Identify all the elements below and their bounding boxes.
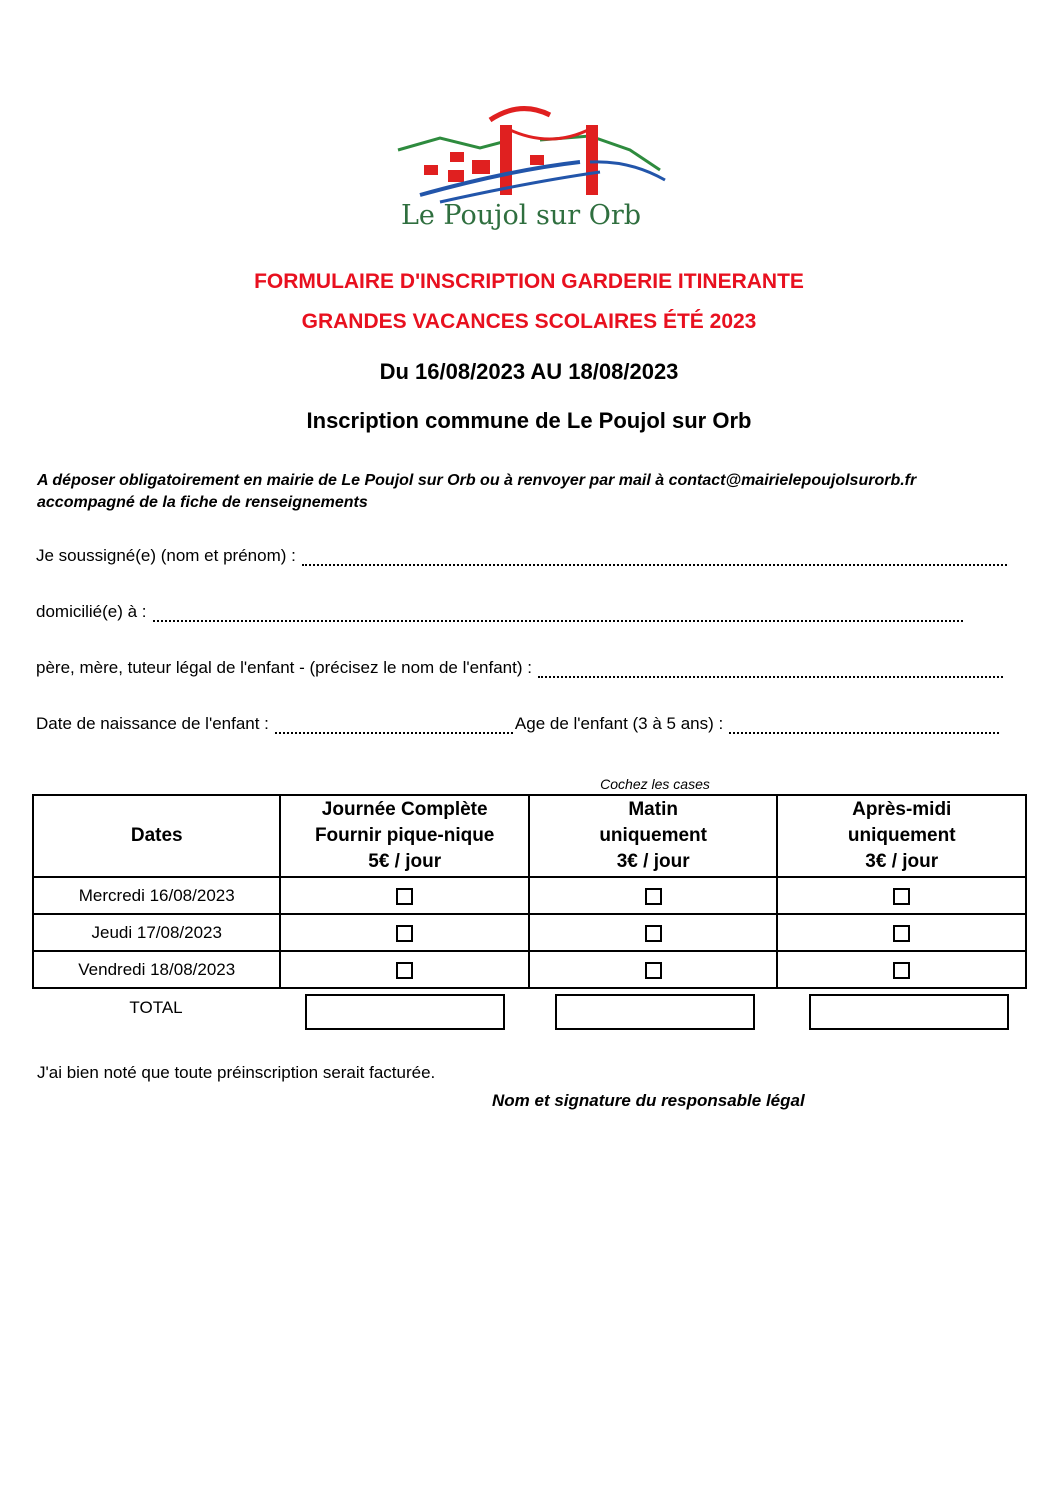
field-naissance-label: Date de naissance de l'enfant : [36,714,269,733]
billing-note: J'ai bien noté que toute préinscription serait facturée. [37,1063,436,1082]
checkbox-full-day[interactable] [396,962,413,979]
checkbox-full-day[interactable] [396,925,413,942]
logo-text: Le Poujol sur Orb [400,200,642,231]
header-full-day: Journée Complète Fournir pique-nique 5€ / jour [280,795,528,877]
commune-logo [390,100,680,250]
field-soussigne-blank[interactable] [302,548,1007,566]
field-soussigne-label: Je soussigné(e) (nom et prénom) : [36,546,296,565]
submission-notice [37,470,1037,514]
checkbox-morning[interactable] [645,962,662,979]
checkbox-morning[interactable] [645,925,662,942]
field-domicile-blank[interactable] [153,604,963,622]
table-row [33,877,1026,914]
field-parent[interactable] [36,658,1026,680]
total-morning-box[interactable] [555,994,755,1030]
field-domicile-label: domicilié(e) à : [36,602,147,621]
row-date: Mercredi 16/08/2023 [33,877,280,914]
total-label: TOTAL [129,998,183,1017]
notice-line2: accompagné de la fiche de renseignements [37,494,368,511]
checkbox-afternoon[interactable] [893,888,910,905]
table-row [33,914,1026,951]
signature-label: Nom et signature du responsable légal [492,1091,805,1110]
field-parent-blank[interactable] [538,660,1003,678]
date-range: Du 16/08/2023 AU 18/08/2023 [379,359,679,384]
checkbox-afternoon[interactable] [893,925,910,942]
row-date: Jeudi 17/08/2023 [33,914,280,951]
header-dates: Dates [33,795,280,877]
field-soussigne[interactable] [36,546,1026,568]
header-morning: Matin uniquement 3€ / jour [529,795,778,877]
field-domicile[interactable] [36,602,1026,624]
schedule-table [32,794,1027,989]
field-naissance-blank[interactable] [275,716,513,734]
checkbox-afternoon[interactable] [893,962,910,979]
total-full-day-box[interactable] [305,994,505,1030]
field-naissance-age[interactable] [36,714,1026,736]
checkbox-hint: Cochez les cases [600,776,710,792]
table-header-row [33,795,1026,877]
checkbox-morning[interactable] [645,888,662,905]
commune-subtitle: Inscription commune de Le Poujol sur Orb [306,408,752,433]
logo-illustration [390,100,680,210]
field-age-blank[interactable] [729,716,999,734]
checkbox-full-day[interactable] [396,888,413,905]
form-title-line1: FORMULAIRE D'INSCRIPTION GARDERIE ITINERANTE [254,270,804,293]
header-afternoon: Après-midi uniquement 3€ / jour [777,795,1026,877]
form-title-line2: GRANDES VACANCES SCOLAIRES ÉTÉ 2023 [301,310,757,333]
field-age-label: Age de l'enfant (3 à 5 ans) : [514,714,724,733]
notice-line1: A déposer obligatoirement en mairie de Le Poujol sur Orb ou à renvoyer par mail à contact@mairielepoujolsurorb.fr [37,472,917,489]
field-parent-label: père, mère, tuteur légal de l'enfant - (précisez le nom de l'enfant) : [36,658,532,677]
total-afternoon-box[interactable] [809,994,1009,1030]
row-date: Vendredi 18/08/2023 [33,951,280,988]
table-row [33,951,1026,988]
